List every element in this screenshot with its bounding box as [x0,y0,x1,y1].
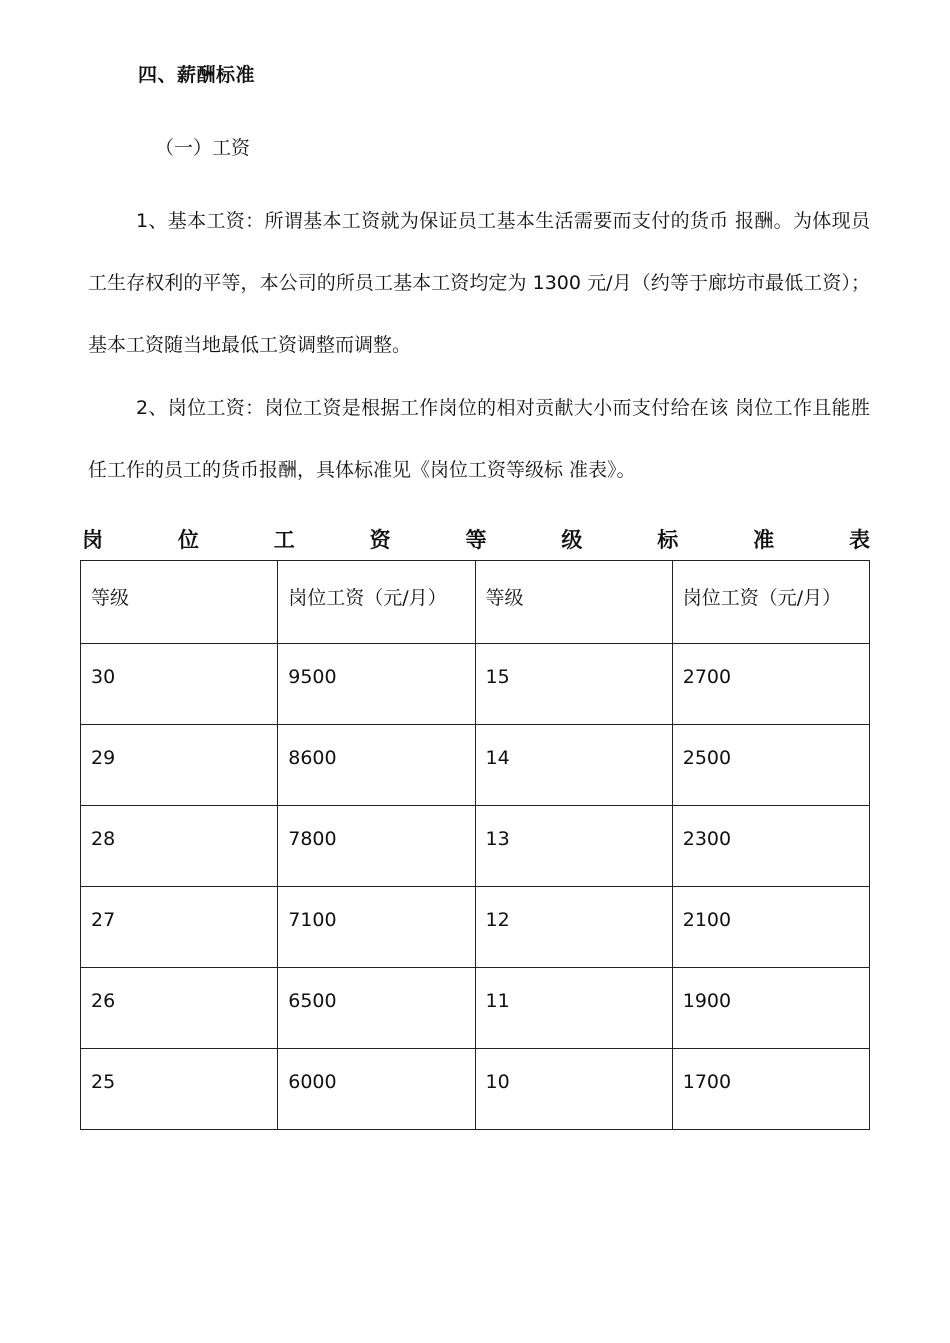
table-cell: 13 [475,806,672,887]
table-title-char: 工 [273,528,295,552]
table-cell: 2500 [672,725,869,806]
paragraph-basic-salary: 1、基本工资：所谓基本工资就为保证员工基本生活需要而支付的货币 报酬。为体现员工生存权利的平等，本公司的所员工基本工资均定为 1300 元/月（约等于廊坊市最低工资）；基本工资随当地最低工资调整而调整。 [88,210,870,356]
table-cell: 1900 [672,968,869,1049]
table-row [81,725,870,806]
table-title-char: 表 [849,528,870,552]
table-cell: 10 [475,1049,672,1130]
table-cell: 7100 [278,887,475,968]
table-cell: 8600 [278,725,475,806]
table-row [81,968,870,1049]
table-title-char: 级 [561,528,583,552]
table-cell: 14 [475,725,672,806]
table-cell: 2100 [672,887,869,968]
table-title-char: 标 [657,528,679,552]
header-cell-salary: 岗位工资（元/月） [278,561,475,644]
table-cell: 30 [81,644,278,725]
table-cell: 6500 [278,968,475,1049]
header-cell-salary: 岗位工资（元/月） [672,561,869,644]
table-title-char: 位 [177,528,199,552]
table-cell: 28 [81,806,278,887]
table-row [81,1049,870,1130]
table-cell: 2300 [672,806,869,887]
salary-grade-table [80,560,870,1130]
table-cell: 1700 [672,1049,869,1130]
header-cell-grade: 等级 [475,561,672,644]
table-title [82,524,870,554]
table-cell: 15 [475,644,672,725]
table-cell: 11 [475,968,672,1049]
table-cell: 25 [81,1049,278,1130]
subsection-heading: （一）工资 [155,137,251,159]
table-title-char: 资 [369,528,391,552]
table-cell: 9500 [278,644,475,725]
table-cell: 2700 [672,644,869,725]
table-cell: 12 [475,887,672,968]
table-row [81,887,870,968]
table-title-char: 等 [465,528,487,552]
table-cell: 26 [81,968,278,1049]
section-heading: 四、薪酬标准 [138,64,256,86]
paragraph-position-salary: 2、岗位工资：岗位工资是根据工作岗位的相对贡献大小而支付给在该 岗位工作且能胜任工作的员工的货币报酬，具体标准见《岗位工资等级标 准表》。 [88,397,870,481]
table-header-row [81,561,870,644]
table-row [81,644,870,725]
table-cell: 27 [81,887,278,968]
table-cell: 7800 [278,806,475,887]
table-title-char: 岗 [82,528,103,552]
table-cell: 6000 [278,1049,475,1130]
header-cell-grade: 等级 [81,561,278,644]
table-row [81,806,870,887]
table-title-char: 准 [753,528,775,552]
table-cell: 29 [81,725,278,806]
